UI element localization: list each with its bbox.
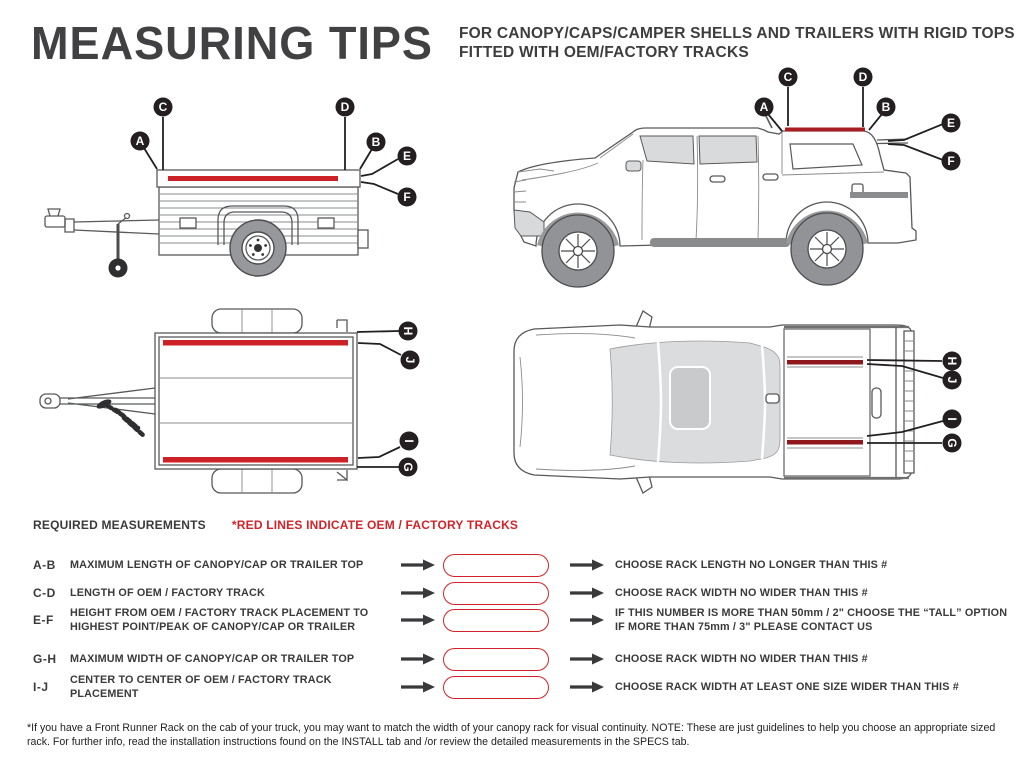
legend [33,518,518,532]
measurement-input-ab[interactable] [443,554,549,577]
svg-text:C: C [783,70,793,85]
oem-track-red-line [787,440,863,445]
svg-text:B: B [371,135,381,150]
measurement-row-ef [33,604,1019,636]
callout-e [942,114,961,133]
svg-text:D: D [858,70,868,85]
row-code: C-D [33,586,56,600]
arrow-right-icon [400,681,436,693]
svg-text:I: I [944,417,959,421]
callout-e [398,147,417,166]
arrow-right-icon [569,587,605,599]
callout-h [399,322,418,341]
measurement-row-ij [33,673,1019,701]
front-wheel [542,215,614,287]
svg-text:A: A [759,100,769,115]
callout-a [755,98,774,117]
callout-b [367,133,386,152]
callout-b [877,98,896,117]
row-instruction: CHOOSE RACK WIDTH NO WIDER THAN THIS # [615,652,868,665]
truck-top-view-drawing [500,305,1000,500]
oem-track-red-line [163,340,348,346]
svg-text:H: H [400,326,415,336]
subtitle-line-2: FITTED WITH OEM/FACTORY TRACKS [459,44,749,62]
row-code: A-B [33,558,56,572]
row-code: G-H [33,652,57,666]
callout-c [779,68,798,87]
row-description: CENTER TO CENTER OF OEM / FACTORY TRACK PLACEMENT [70,673,332,700]
bed-rail [850,192,908,198]
svg-text:G: G [400,462,415,472]
svg-text:D: D [340,100,350,115]
row-description: MAXIMUM WIDTH OF CANOPY/CAP OR TRAILER TOP [70,652,355,665]
oem-track-red-line [787,360,863,365]
svg-text:J: J [402,356,417,364]
callout-c [154,98,173,117]
svg-text:J: J [944,376,959,384]
row-instruction: CHOOSE RACK WIDTH NO WIDER THAN THIS # [615,586,868,599]
callout-d [854,68,873,87]
subtitle-line-1: FOR CANOPY/CAPS/CAMPER SHELLS AND TRAILERS WITH RIGID TOPS [459,25,1015,42]
svg-text:C: C [158,100,168,115]
measurement-row-gh [33,645,1019,673]
page-subtitle [459,24,1015,63]
red-lines-note: *RED LINES INDICATE OEM / FACTORY TRACKS [231,518,519,532]
callout-i [400,432,419,451]
measurement-row-cd [33,579,1019,607]
callout-i [943,410,962,429]
trailer-side-view-drawing [30,90,450,295]
svg-text:I: I [401,439,416,443]
row-code: I-J [33,680,49,694]
measurement-input-cd[interactable] [443,582,549,605]
callout-g [943,434,962,453]
callout-j [401,351,420,370]
measurement-input-ij[interactable] [443,676,549,699]
row-description: MAXIMUM LENGTH OF CANOPY/CAP OR TRAILER TOP [70,558,364,571]
svg-text:F: F [403,190,411,205]
oem-track-red-line [163,457,348,463]
row-code: E-F [33,613,54,627]
svg-text:A: A [135,134,145,149]
running-board [650,238,790,247]
row-description: LENGTH OF OEM / FACTORY TRACK [70,586,265,599]
callout-a [131,132,150,151]
oem-track-red-line [785,128,865,132]
callout-d [336,98,355,117]
arrow-right-icon [400,559,436,571]
svg-text:G: G [944,438,959,448]
rear-wheel [791,213,863,285]
arrow-right-icon [400,587,436,599]
row-description: HEIGHT FROM OEM / FACTORY TRACK PLACEMENT TO HIGHEST POINT/PEAK OF CANOPY/CAP OR TRAILER [70,606,369,633]
arrow-right-icon [569,614,605,626]
callout-g [399,458,418,477]
page-title: MEASURING TIPS [31,17,433,69]
arrow-right-icon [569,681,605,693]
measurement-input-ef[interactable] [443,609,549,632]
trailer-top-view-drawing [20,300,450,500]
arrow-right-icon [569,653,605,665]
required-measurements-label: REQUIRED MEASUREMENTS [33,518,206,532]
truck-side-view-drawing [500,60,1000,300]
arrow-right-icon [400,653,436,665]
callout-h [943,352,962,371]
callout-f [398,188,417,207]
measurement-row-ab [33,551,1019,579]
svg-text:F: F [947,154,955,169]
arrow-right-icon [569,559,605,571]
svg-text:E: E [402,149,412,164]
row-instruction: CHOOSE RACK LENGTH NO LONGER THAN THIS # [615,558,888,571]
sunroof [670,367,710,429]
svg-text:H: H [944,356,959,366]
measurement-input-gh[interactable] [443,648,549,671]
svg-text:B: B [881,100,891,115]
footnote: *If you have a Front Runner Rack on the cab of your truck, you may want to match the width of your canopy rack for visual continuity. NOTE: These are just guidelines to help you choose an appropriate sized rack. For further info, read the installation instructions found on the INSTALL tab and /or review the detailed measurements in the SPECS tab. [27,722,996,748]
callout-f [942,152,961,171]
row-instruction: CHOOSE RACK WIDTH AT LEAST ONE SIZE WIDER THAN THIS # [615,680,959,693]
arrow-right-icon [400,614,436,626]
oem-track-red-line [168,176,338,181]
callout-j [943,371,962,390]
svg-text:E: E [946,116,956,131]
row-instruction: IF THIS NUMBER IS MORE THAN 50mm / 2" CHOOSE THE “TALL” OPTION IF MORE THAN 75mm / 3" PLEASE CONTACT US [615,606,1008,633]
